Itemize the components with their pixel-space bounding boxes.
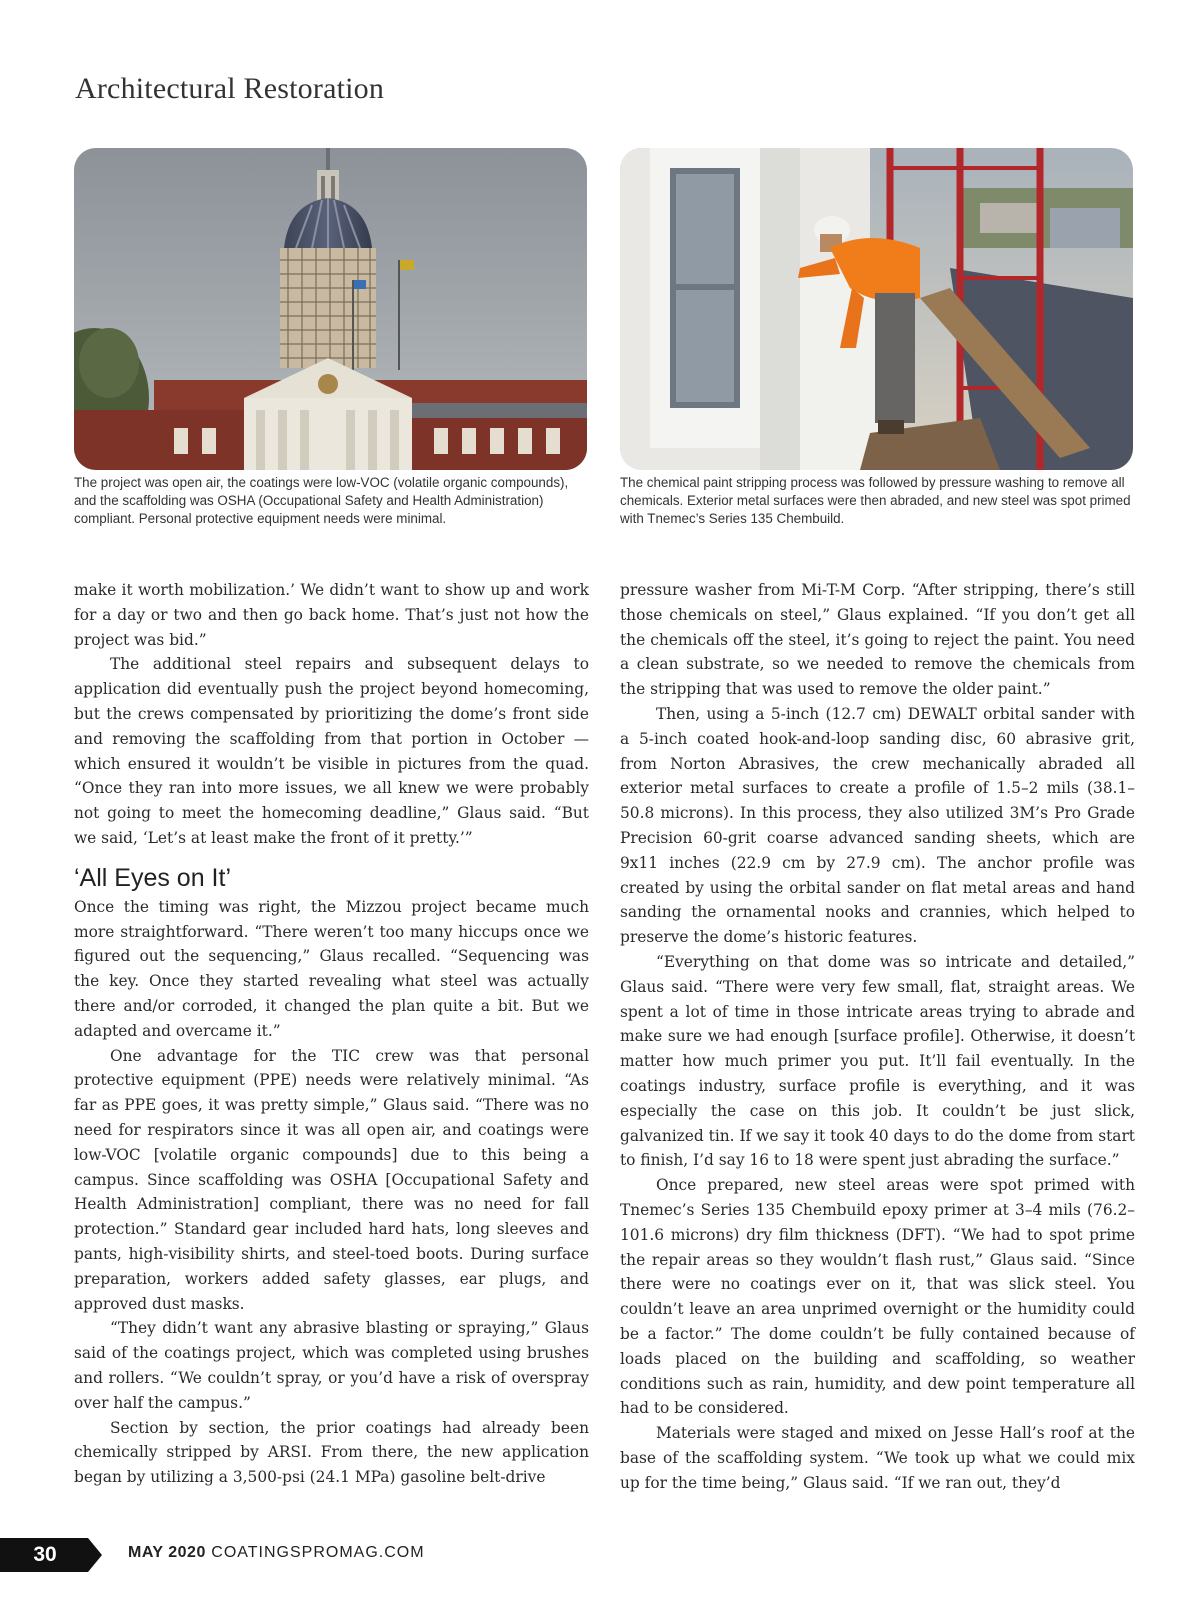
paragraph: Materials were staged and mixed on Jesse Hall’s roof at the base of the scaffolding system. “We took up what we could mix up for the time being,” Glaus said. “If we ran out, they’d xyxy=(620,1424,1135,1492)
photo-caption-right: The chemical paint stripping process was followed by pressure washing to remove all chemicals. Exterior metal surfaces were then abraded, and new steel was spot primed with Tnemec’s Series 135 Chembuild. xyxy=(620,475,1131,526)
paragraph: pressure washer from Mi-T-M Corp. “After stripping, there’s still those chemicals on steel,” Glaus explained. “If you don’t get all the chemicals off the steel, it’s going to reject the paint. You need a clean substrate, so we needed to remove the chemicals from the stripping that was used to remove the older paint.” xyxy=(620,581,1135,699)
photo-worker-scaffolding xyxy=(620,148,1133,470)
paragraph: make it worth mobilization.’ We didn’t want to show up and work for a day or two and then go back home. That’s just not how the project was bid.” xyxy=(74,581,589,649)
section-title: Architectural Restoration xyxy=(75,72,385,105)
paragraph: Once the timing was right, the Mizzou project became much more straightforward. “There weren’t too many hiccups once we figured out the sequencing,” Glaus recalled. “Sequencing was the key. Once they started revealing what steel was actually there and/or corroded, it changed the plan quite a bit. But we adapted and overcame it.” xyxy=(74,897,589,1040)
page-number: 30 xyxy=(33,1543,57,1566)
article-column-left xyxy=(74,578,589,1490)
paragraph: Then, using a 5-inch (12.7 cm) DEWALT orbital sander with a 5-inch coated hook-and-loop sanding disc, 60 abrasive grit, from Norton Abrasives, the crew mechanically abraded all exterior metal surfaces to create a profile of 1.5–2 mils (38.1–50.8 microns). In this process, they also utilized 3M’s Pro Grade Precision 60-grit coarse advanced sanding sheets, which are 9x11 inches (22.9 cm by 27.9 cm). The anchor profile was created by using the orbital sander on flat metal areas and hand sanding the ornamental nooks and crannies, which helped to preserve the dome’s historic features. xyxy=(620,704,1135,947)
paragraph: “Everything on that dome was so intricate and detailed,” Glaus said. “There were very few small, flat, straight areas. We spent a lot of time in those intricate areas trying to abrade and make sure we had enough [surface profile]. Otherwise, it doesn’t matter how much primer you put. It’ll fail eventually. In the coatings industry, surface profile is everything, and it was especially the case on this job. It couldn’t be just slick, galvanized tin. If we say it took 40 days to do the dome from start to finish, I’d say 16 to 18 were spent just abrading the surface.” xyxy=(620,952,1135,1170)
photo-caption-left: The project was open air, the coatings were low-VOC (volatile organic compounds), and the scaffolding was OSHA (Occupational Safety and Health Administration) compliant. Personal protective equipment needs were minimal. xyxy=(74,475,569,526)
footer-site: COATINGSPROMAG.COM xyxy=(211,1544,425,1561)
paragraph: The additional steel repairs and subsequent delays to application did eventually push the project beyond homecoming, but the crews compensated by prioritizing the dome’s front side and removing the scaffolding from that portion in October — which ensured it wouldn’t be visible in pictures from the quad. “Once they ran into more issues, we all knew we were probably not going to meet the homecoming deadline,” Glaus said. “But we said, ‘Let’s at least make the front of it pretty.’” xyxy=(74,655,589,847)
paragraph: “They didn’t want any abrasive blasting or spraying,” Glaus said of the coatings project, which was completed using brushes and rollers. “We couldn’t spray, or you’d have a risk of overspray over half the campus.” xyxy=(74,1319,589,1412)
paragraph: Section by section, the prior coatings had already been chemically stripped by ARSI. From there, the new application began by utilizing a 3,500-psi (24.1 MPa) gasoline belt-drive xyxy=(74,1418,589,1487)
footer-publication xyxy=(128,1544,425,1562)
footer-issue: MAY 2020 xyxy=(128,1544,206,1561)
article-column-right xyxy=(620,578,1135,1495)
paragraph: Once prepared, new steel areas were spot primed with Tnemec’s Series 135 Chembuild epoxy primer at 3–4 mils (76.2–101.6 microns) dry film thickness (DFT). “We had to spot prime the repair areas so they wouldn’t flash rust,” Glaus said. “Since there were no coatings ever on it, that was slick steel. You couldn’t leave an area unprimed overnight or the humidity could be a factor.” The dome couldn’t be fully contained because of loads placed on the building and scaffolding, so weather conditions such as rain, humidity, and dew point temperature all had to be considered. xyxy=(620,1176,1135,1418)
subheading: ‘All Eyes on It’ xyxy=(74,863,232,892)
photo-capitol-dome xyxy=(74,148,587,470)
paragraph: One advantage for the TIC crew was that personal protective equipment (PPE) needs were relatively minimal. “As far as PPE goes, it was pretty simple,” Glaus said. “There was no need for respirators since it was all open air, and coatings were low-VOC [volatile organic compounds] due to this being a campus. Since scaffolding was OSHA [Occupational Safety and Health Administration] compliant, there was no need for fall protection.” Standard gear included hard hats, long sleeves and pants, high-visibility shirts, and steel-toed boots. During surface preparation, workers added safety glasses, ear plugs, and approved dust masks. xyxy=(74,1046,589,1313)
